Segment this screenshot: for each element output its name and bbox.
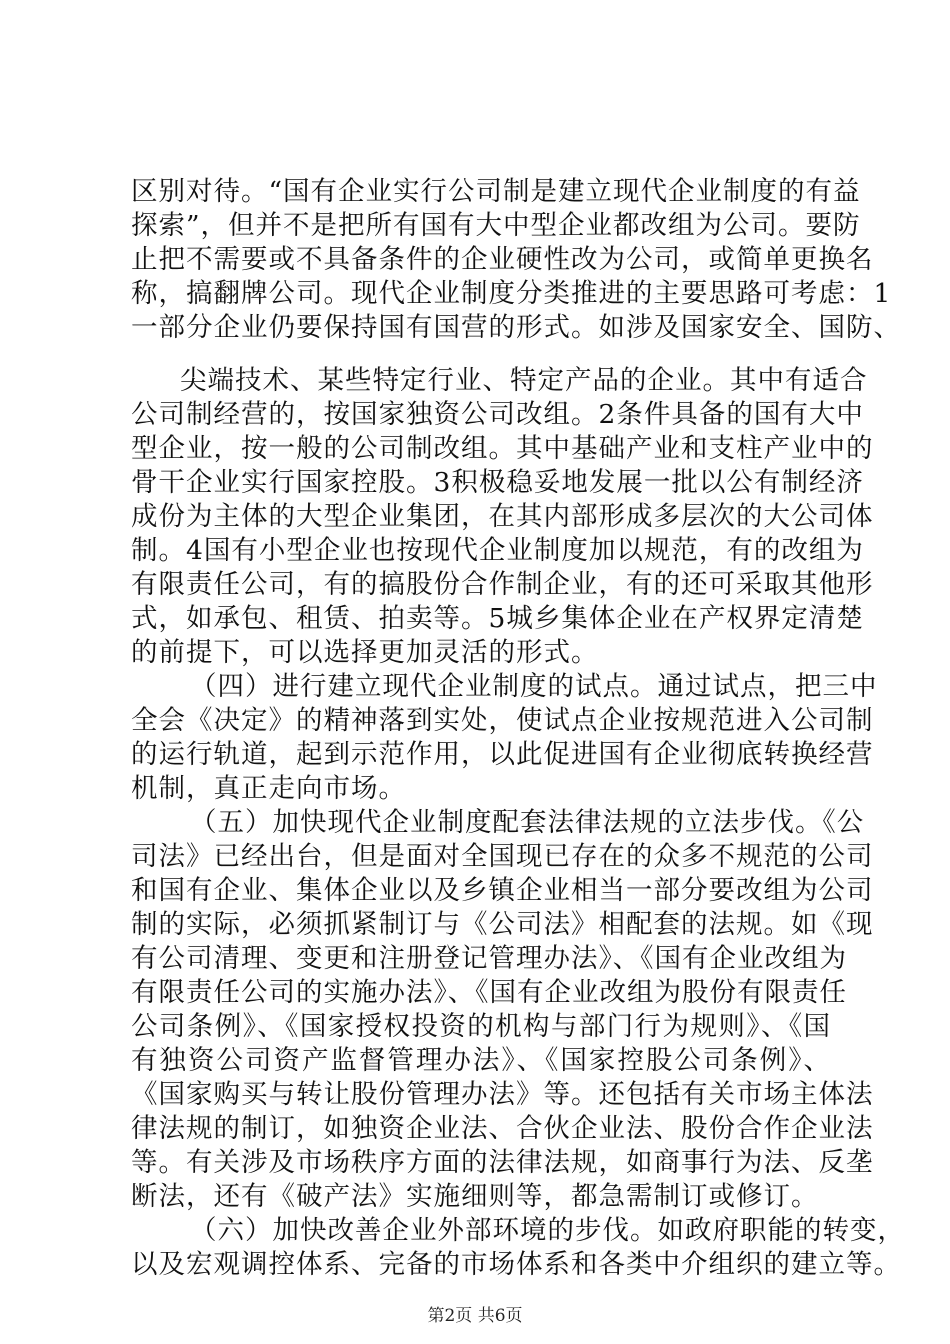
text-line: 的前提下，可以选择更加灵活的形式。	[131, 637, 599, 668]
text-line: 制的实际，必须抓紧制订与《公司法》相配套的法规。如《现	[131, 909, 874, 940]
text-line: 《国家购买与转让股份管理办法》等。还包括有关市场主体法	[131, 1079, 874, 1110]
text-line: 一部分企业仍要保持国有国营的形式。如涉及国家安全、国防、	[131, 312, 901, 343]
text-line: 骨干企业实行国家控股。3积极稳妥地发展一批以公有制经济	[131, 467, 864, 498]
text-line: 止把不需要或不具备条件的企业硬性改为公司，或简单更换名	[131, 244, 874, 275]
text-line: 式，如承包、租赁、拍卖等。5城乡集体企业在产权界定清楚	[131, 603, 864, 634]
text-line: 有限责任公司，有的搞股份合作制企业，有的还可采取其他形	[131, 569, 874, 600]
text-line: （四）进行建立现代企业制度的试点。通过试点，把三中	[190, 671, 878, 702]
text-line: 公司制经营的，按国家独资公司改组。2条件具备的国有大中	[131, 399, 864, 430]
text-line: 有限责任公司的实施办法》、《国有企业改组为股份有限责任	[131, 977, 847, 1008]
text-line: 有公司清理、变更和注册登记管理办法》、《国有企业改组为	[131, 943, 847, 974]
text-line: 有独资公司资产监督管理办法》、《国家控股公司条例》、	[131, 1045, 831, 1076]
text-line: （五）加快现代企业制度配套法律法规的立法步伐。《公	[190, 807, 865, 838]
text-line: 和国有企业、集体企业以及乡镇企业相当一部分要改组为公司	[131, 875, 874, 906]
text-line: 型企业，按一般的公司制改组。其中基础产业和支柱产业中的	[131, 433, 874, 464]
text-line: 机制，真正走向市场。	[131, 773, 406, 804]
text-line: 探索”，但并不是把所有国有大中型企业都改组为公司。要防	[131, 210, 861, 241]
text-line: （六）加快改善企业外部环境的步伐。如政府职能的转变，	[190, 1215, 905, 1246]
text-line: 断法，还有《破产法》实施细则等，都急需制订或修订。	[131, 1181, 819, 1212]
text-line: 以及宏观调控体系、完备的市场体系和各类中介组织的建立等。	[131, 1249, 901, 1280]
text-line: 全会《决定》的精神落到实处，使试点企业按规范进入公司制	[131, 705, 874, 736]
text-line: 成份为主体的大型企业集团，在其内部形成多层次的大公司体	[131, 501, 874, 532]
text-line: 区别对待。“国有企业实行公司制是建立现代企业制度的有益	[131, 176, 861, 207]
text-line: 律法规的制订，如独资企业法、合伙企业法、股份合作企业法	[131, 1113, 874, 1144]
text-line: 的运行轨道，起到示范作用，以此促进国有企业彻底转换经营	[131, 739, 874, 770]
text-line: 制。4国有小型企业也按现代企业制度加以规范，有的改组为	[131, 535, 864, 566]
page-number-footer: 第2页 共6页	[427, 1306, 523, 1326]
text-line: 等。有关涉及市场秩序方面的法律法规，如商事行为法、反垄	[131, 1147, 874, 1178]
text-line: 司法》已经出台，但是面对全国现已存在的众多不规范的公司	[131, 841, 874, 872]
text-line: 称，搞翻牌公司。现代企业制度分类推进的主要思路可考虑：1	[131, 278, 892, 309]
text-line: 尖端技术、某些特定行业、特定产品的企业。其中有适合	[180, 365, 868, 396]
text-line: 公司条例》、《国家授权投资的机构与部门行为规则》、《国	[131, 1011, 831, 1042]
